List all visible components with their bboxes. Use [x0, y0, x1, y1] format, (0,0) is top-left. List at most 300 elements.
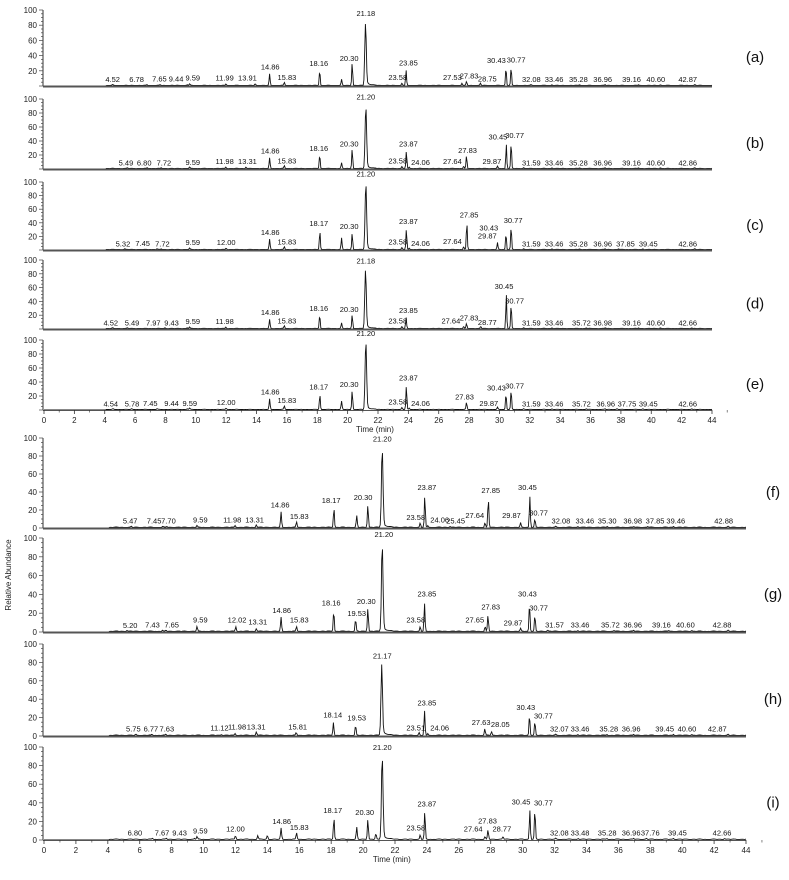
peak-label: 42.86	[678, 239, 698, 249]
x-tick-label: 26	[434, 416, 444, 425]
peak-label: 32.08	[551, 516, 571, 526]
y-tick-label: 60	[28, 571, 37, 581]
x-tick-label: 28	[486, 846, 496, 855]
peak-label: 23.87	[398, 139, 418, 149]
chromatogram-panel-g	[24, 530, 783, 637]
peak-label: 7.45	[135, 238, 150, 248]
peak-label: 5.49	[124, 318, 140, 328]
peak-label: 12.02	[227, 615, 247, 625]
chromatogram-panel-b	[24, 93, 765, 170]
peak-label: 19.53	[347, 713, 367, 723]
peak-label: 27.53	[443, 72, 462, 82]
peak-label: 42.66	[678, 318, 698, 328]
peak-label: 36.96	[621, 828, 641, 838]
peak-label: 39.45	[638, 399, 658, 409]
peak-label: 35.28	[569, 158, 588, 168]
peak-label: 9.59	[185, 317, 201, 327]
peak-label: 35.30	[597, 516, 617, 526]
peak-label: 23.87	[417, 799, 437, 809]
peak-label: 6.78	[129, 75, 144, 85]
y-tick-label: 20	[28, 232, 37, 242]
peak-label: 15.83	[289, 822, 309, 832]
peak-label: 7.43	[145, 620, 160, 630]
peak-label: 7.63	[159, 724, 175, 734]
x-tick-label: 16	[282, 416, 292, 425]
x-tick-label: 26	[454, 846, 464, 855]
x-tick-label: 16	[294, 846, 304, 855]
peak-label: 12.00	[226, 824, 245, 834]
panel-letter: (a)	[745, 49, 765, 66]
x-tick-label: 42	[709, 846, 719, 855]
y-axis-title: Relative Abundance	[4, 539, 13, 611]
y-tick-label: 100	[23, 6, 37, 15]
peak-label: 31.59	[521, 158, 541, 168]
peak-label: 39.46	[666, 516, 686, 526]
peak-label: 23.58	[406, 512, 426, 522]
peak-label: 20.30	[356, 596, 376, 606]
peak-label: 35.28	[569, 75, 588, 85]
peak-label: 31.57	[545, 620, 564, 630]
chromatogram-panel-c	[24, 170, 764, 251]
y-tick-label: 40	[28, 297, 37, 307]
y-tick-label: 80	[28, 350, 37, 359]
x-tick-label: 12	[221, 416, 231, 425]
peak-label: 18.17	[309, 382, 329, 392]
peak-label: 27.63	[471, 717, 491, 727]
y-tick-label: 0	[32, 524, 37, 533]
peak-label: 33.46	[570, 620, 590, 630]
y-tick-label: 60	[28, 205, 37, 215]
y-tick-label: 60	[28, 676, 37, 686]
peak-label: 23.85	[398, 306, 418, 316]
peak-label: 15.83	[289, 615, 309, 625]
peak-label: 11.98	[227, 722, 247, 732]
peak-label: 5.49	[118, 158, 134, 168]
peak-label: 23.87	[398, 217, 418, 227]
y-tick-label: 100	[23, 434, 37, 443]
panel-letter: (f)	[765, 484, 781, 501]
x-axis-title: Time (min)	[356, 425, 394, 434]
peak-label: 23.58	[388, 316, 408, 326]
peak-label: 6.80	[127, 828, 143, 838]
peak-label: 9.59	[185, 238, 201, 248]
peak-label: 21.18	[356, 256, 376, 266]
peak-label: 11.98	[223, 515, 242, 525]
peak-label: 24.06	[411, 157, 430, 167]
peak-label: 24.06	[430, 515, 450, 525]
peak-label: 14.86	[272, 817, 292, 827]
peak-label: 31.59	[521, 318, 541, 328]
y-tick-label: 80	[28, 269, 37, 279]
peak-label: 33.48	[570, 828, 590, 838]
peak-label: 27.85	[459, 210, 479, 220]
x-tick-label: 20	[358, 846, 368, 855]
peak-label: 18.16	[321, 598, 341, 608]
peak-label: 30.45	[518, 483, 537, 493]
peak-label: 14.86	[260, 387, 280, 397]
peak-label: 9.59	[185, 157, 201, 167]
peak-label: 18.16	[309, 304, 329, 314]
peak-label: 6.80	[136, 158, 152, 168]
x-tick-label: 14	[252, 416, 261, 425]
peak-label: 40.60	[646, 318, 666, 328]
peak-label: 30.77	[533, 711, 553, 721]
peak-label: 15.83	[277, 316, 297, 326]
y-tick-label: 40	[28, 488, 37, 497]
x-tick-label: 8	[169, 846, 174, 855]
x-tick-label: 32	[525, 416, 535, 425]
peak-label: 30.77	[529, 603, 548, 613]
y-tick-label: 60	[28, 283, 37, 293]
peak-label: 24.06	[411, 238, 430, 248]
peak-label: 27.64	[465, 511, 485, 521]
peak-label: 30.77	[503, 215, 523, 225]
peak-label: 24.06	[411, 398, 430, 408]
peak-label: 27.64	[443, 236, 462, 246]
peak-label: 37.75	[617, 399, 637, 409]
peak-label: 42.87	[707, 724, 727, 734]
chromatogram-panel-e	[24, 329, 765, 434]
peak-label: 35.72	[600, 620, 620, 630]
x-tick-label: 14	[262, 846, 272, 855]
peak-label: 18.16	[309, 59, 329, 69]
y-tick-label: 80	[28, 21, 37, 31]
peak-label: 27.64	[463, 824, 483, 834]
peak-label: 36.96	[593, 239, 613, 249]
peak-label: 39.45	[638, 239, 658, 249]
peak-label: 33.46	[570, 724, 590, 734]
panel-letter: (i)	[766, 794, 780, 812]
peak-label: 36.96	[596, 399, 616, 409]
peak-label: 9.59	[185, 73, 201, 83]
peak-label: 35.28	[569, 239, 588, 249]
peak-label: 4.54	[103, 399, 119, 409]
y-tick-label: 40	[28, 590, 37, 600]
peak-label: 30.43	[479, 223, 499, 233]
peak-label: 20.30	[355, 807, 375, 817]
peak-label: 32.08	[521, 75, 541, 85]
peak-label: 11.98	[215, 157, 234, 167]
peak-label: 15.83	[277, 396, 297, 405]
peak-label: 32.08	[549, 828, 569, 838]
peak-label: 25.45	[446, 516, 466, 526]
peak-label: 13.31	[238, 157, 257, 167]
y-tick-label: 100	[23, 256, 37, 265]
panel-letter: (b)	[745, 135, 765, 152]
y-tick-label: 60	[28, 123, 37, 132]
x-tick-label: 38	[616, 416, 626, 425]
x-tick-label: 36	[613, 846, 623, 855]
peak-label: 18.16	[309, 143, 329, 153]
peak-label: 23.58	[388, 237, 408, 247]
peak-label: 39.45	[655, 724, 675, 734]
peak-label: 32.07	[549, 724, 569, 734]
y-tick-label: 80	[28, 552, 37, 562]
x-tick-label: 30	[518, 846, 528, 855]
y-tick-label: 40	[28, 218, 37, 228]
peak-label: 27.83	[458, 145, 477, 155]
peak-label: 23.58	[388, 397, 408, 407]
y-tick-label: 100	[23, 178, 37, 187]
peak-label: 15.83	[277, 156, 297, 166]
peak-label: 30.45	[494, 281, 514, 291]
y-tick-label: 20	[28, 66, 37, 76]
peak-label: 13.31	[245, 515, 264, 525]
peak-label: 36.96	[593, 158, 613, 168]
peak-label: 36.98	[623, 516, 643, 526]
peak-label: 42.86	[678, 158, 698, 168]
x-tick-label: 12	[231, 846, 240, 855]
peak-label: 9.59	[182, 398, 198, 408]
x-tick-label: 44	[741, 846, 751, 855]
peak-label: 7.45	[146, 516, 162, 526]
chromatogram-panel-h	[24, 640, 783, 741]
x-tick-label: 4	[105, 846, 111, 855]
peak-label: 30.43	[487, 56, 506, 66]
peak-label: 36.96	[623, 620, 643, 630]
x-tick-label: 18	[326, 846, 336, 855]
x-tick-label: 24	[403, 416, 413, 425]
peak-label: 7.72	[155, 239, 170, 249]
peak-label: 5.78	[124, 399, 140, 409]
x-tick-label: 36	[586, 416, 595, 425]
peak-label: 40.60	[646, 158, 666, 168]
peak-label: 11.98	[215, 317, 234, 327]
y-tick-label: 80	[28, 658, 37, 668]
peak-label: 42.66	[678, 399, 698, 409]
x-axis-title: Time (min)	[372, 855, 411, 864]
y-tick-label: 80	[28, 109, 37, 118]
peak-label: 30.43	[487, 383, 506, 393]
peak-label: 30.43	[518, 589, 537, 599]
peak-label: 9.44	[168, 74, 184, 84]
peak-label: 5.47	[122, 516, 138, 526]
peak-label: 20.30	[339, 221, 359, 231]
y-tick-label: 100	[23, 743, 37, 752]
peak-label: 30.77	[533, 798, 553, 808]
x-tick-label: 6	[132, 416, 138, 425]
x-tick-label: 22	[373, 416, 383, 425]
panel-letter: (g)	[763, 586, 783, 603]
peak-label: 18.17	[309, 219, 329, 229]
peak-label: 9.59	[193, 615, 208, 625]
peak-label: 27.83	[459, 71, 479, 81]
y-tick-label: 40	[28, 378, 37, 387]
x-tick-label: 34	[555, 416, 565, 425]
y-tick-label: 20	[28, 506, 37, 515]
peak-label: 13.31	[248, 617, 268, 627]
x-tick-label: 44	[707, 416, 717, 425]
peak-label: 7.72	[156, 158, 172, 168]
peak-label: 33.46	[575, 516, 595, 526]
peak-label: 42.88	[712, 620, 732, 630]
x-tick-label: 42	[677, 416, 687, 425]
x-tick-label: 38	[645, 846, 655, 855]
peak-label: 15.83	[277, 237, 297, 247]
x-tick-label: 4	[102, 416, 107, 425]
peak-label: 30.77	[505, 296, 525, 306]
peak-label: 30.77	[505, 131, 525, 141]
x-tick-label: 18	[312, 416, 322, 425]
peak-label: 7.45	[142, 398, 158, 408]
peak-label: 21.20	[372, 434, 392, 444]
peak-label: 4.52	[105, 75, 120, 85]
x-tick-label: 8	[163, 416, 168, 425]
peak-label: 27.85	[481, 485, 501, 495]
peak-label: 27.64	[443, 157, 462, 167]
peak-label: 42.88	[714, 516, 734, 526]
y-tick-label: 60	[28, 364, 37, 373]
peak-label: 13.91	[238, 73, 257, 83]
y-tick-label: 60	[28, 36, 37, 46]
peak-label: 9.59	[193, 515, 208, 525]
peak-label: 37.85	[616, 239, 635, 249]
peak-label: 9.43	[172, 828, 187, 838]
x-tick-label: 20	[343, 416, 353, 425]
x-tick-label: 32	[550, 846, 559, 855]
peak-label: 19.53	[347, 609, 367, 619]
y-tick-label: 100	[23, 336, 37, 345]
peak-label: 36.98	[593, 318, 613, 328]
peak-label: 36.96	[621, 724, 641, 734]
peak-label: 21.17	[372, 651, 392, 661]
peak-label: 15.83	[277, 72, 297, 82]
peak-label: 39.16	[622, 318, 641, 328]
x-tick-label: 28	[464, 416, 474, 425]
x-tick-label: 40	[646, 416, 656, 425]
peak-label: 18.17	[323, 806, 343, 816]
peak-label: 20.30	[339, 139, 359, 149]
peak-label: 23.87	[398, 373, 418, 383]
peak-label: 7.65	[164, 620, 179, 630]
peak-label: 14.86	[272, 606, 292, 616]
peak-label: 30.77	[506, 55, 526, 65]
panel-letter: (c)	[746, 217, 764, 234]
y-tick-label: 0	[32, 628, 37, 637]
peak-label: 23.51	[406, 723, 426, 733]
panel-letter: (h)	[763, 691, 783, 708]
peak-label: 30.45	[488, 132, 508, 142]
x-tick-label: 0	[41, 846, 47, 855]
peak-label: 28.75	[477, 74, 497, 84]
x-tick-label: 34	[582, 846, 591, 855]
peak-label: 30.43	[516, 703, 536, 713]
peak-label: 4.52	[103, 318, 119, 328]
peak-label: 20.30	[339, 304, 359, 314]
peak-label: 33.46	[544, 239, 564, 249]
peak-label: 9.43	[164, 318, 179, 328]
y-tick-label: 80	[28, 191, 37, 201]
x-tick-label: 40	[677, 846, 687, 855]
peak-label: 12.00	[216, 238, 236, 248]
peak-label: 27.83	[478, 816, 497, 826]
peak-label: 13.31	[246, 722, 266, 732]
peak-label: 29.87	[482, 157, 502, 167]
y-tick-label: 100	[23, 95, 37, 104]
peak-label: 5.32	[115, 239, 131, 249]
chromatogram-panel-f	[24, 434, 780, 533]
peak-label: 33.46	[544, 158, 564, 168]
peak-label: 39.45	[668, 828, 687, 838]
y-tick-label: 60	[28, 780, 37, 790]
x-tick-label: 6	[137, 846, 142, 855]
peak-label: 23.58	[388, 156, 408, 166]
y-tick-label: 20	[28, 609, 37, 619]
y-tick-label: 0	[32, 732, 37, 741]
x-tick-label: 24	[422, 846, 432, 855]
peak-label: 27.83	[459, 313, 479, 323]
peak-label: 23.58	[388, 72, 408, 82]
peak-label: 11.12	[210, 723, 229, 733]
peak-label: 31.59	[521, 399, 541, 409]
peak-label: 6.77	[143, 724, 159, 734]
peak-label: 14.86	[270, 500, 290, 510]
peak-label: 9.59	[193, 826, 208, 836]
peak-label: 20.30	[339, 53, 359, 63]
peak-label: 31.59	[521, 239, 541, 249]
x-tick-label: 10	[199, 846, 208, 855]
y-tick-label: 80	[28, 452, 37, 461]
peak-label: 40.60	[646, 75, 666, 85]
peak-label: 29.87	[503, 618, 523, 628]
peak-label: 5.20	[122, 621, 138, 631]
y-tick-label: 40	[28, 798, 37, 808]
panel-letter: (d)	[745, 295, 765, 313]
peak-label: 35.28	[599, 724, 619, 734]
y-tick-label: 40	[28, 695, 37, 705]
peak-label: 14.86	[260, 146, 280, 156]
peak-label: 18.14	[323, 710, 343, 720]
y-tick-label: 60	[28, 470, 37, 479]
peak-label: 23.85	[417, 698, 437, 708]
peak-label: 42.66	[712, 828, 732, 838]
y-tick-label: 20	[28, 817, 37, 827]
peak-label: 39.16	[652, 620, 671, 630]
peak-label: 21.20	[356, 169, 376, 179]
peak-label: 27.64	[441, 316, 461, 326]
peak-label: 28.77	[477, 317, 497, 327]
peak-label: 7.97	[146, 318, 161, 328]
y-tick-label: 100	[23, 534, 37, 543]
peak-label: 23.58	[406, 615, 426, 625]
chromatogram-panel-d	[24, 256, 765, 330]
peak-label: 7.70	[161, 516, 176, 526]
y-tick-label: 0	[32, 836, 37, 845]
peak-label: 28.05	[490, 719, 510, 729]
y-tick-label: 80	[28, 761, 37, 771]
peak-label: 35.72	[572, 399, 591, 409]
x-tick-label: 2	[73, 846, 79, 855]
y-tick-label: 20	[28, 713, 37, 723]
peak-label: 24.06	[430, 723, 450, 733]
peak-label: 42.87	[678, 75, 698, 85]
peak-label: 23.58	[406, 823, 426, 833]
peak-label: 21.20	[374, 530, 394, 540]
y-tick-label: 20	[28, 151, 37, 160]
peak-label: 14.86	[260, 308, 280, 318]
peak-label: 23.85	[398, 58, 418, 68]
peak-label: 18.17	[321, 495, 341, 505]
peak-label: 29.87	[502, 511, 521, 521]
peak-label: 33.46	[544, 399, 564, 409]
chromatogram-panel-i	[24, 743, 780, 864]
peak-label: 27.83	[455, 392, 474, 402]
peak-label: 15.81	[288, 722, 308, 732]
peak-label: 21.20	[372, 742, 392, 752]
x-tick-label: 2	[72, 416, 77, 425]
peak-label: 14.86	[260, 228, 280, 238]
y-tick-label: 40	[28, 137, 37, 146]
